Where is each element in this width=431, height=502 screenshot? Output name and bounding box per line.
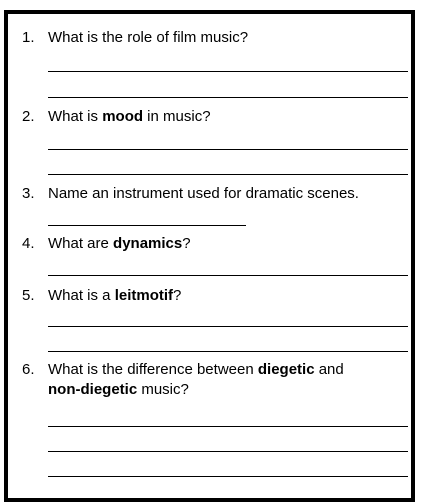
key-term: mood bbox=[102, 108, 144, 125]
answer-line bbox=[48, 174, 408, 175]
question-text: What is mood in music? bbox=[48, 108, 211, 125]
answer-line bbox=[48, 97, 408, 98]
answer-line bbox=[48, 476, 408, 477]
question-5 bbox=[22, 286, 182, 306]
question-number: 6. bbox=[22, 361, 35, 378]
answer-line bbox=[48, 225, 246, 226]
answer-line bbox=[48, 149, 408, 150]
question-number: 2. bbox=[22, 108, 35, 125]
key-term: diegetic bbox=[257, 361, 315, 378]
question-6 bbox=[22, 360, 344, 398]
question-3 bbox=[22, 184, 359, 204]
answer-line bbox=[48, 71, 408, 72]
answer-line bbox=[48, 426, 408, 427]
question-text: Name an instrument used for dramatic scenes. bbox=[48, 185, 359, 202]
question-4 bbox=[22, 234, 191, 254]
question-2 bbox=[22, 107, 211, 127]
key-term: leitmotif bbox=[114, 287, 174, 304]
answer-line bbox=[48, 451, 408, 452]
key-term: non-diegetic bbox=[48, 381, 138, 398]
question-1 bbox=[22, 28, 249, 48]
question-number: 1. bbox=[22, 29, 35, 46]
question-text: What is a leitmotif? bbox=[48, 287, 182, 304]
question-text: What is the difference between diegetic and non-diegetic music? bbox=[48, 361, 344, 398]
question-number: 3. bbox=[22, 185, 35, 202]
question-text: What are dynamics? bbox=[48, 235, 191, 252]
question-text: What is the role of film music? bbox=[48, 29, 249, 46]
worksheet bbox=[4, 10, 415, 502]
key-term: dynamics bbox=[113, 235, 183, 252]
answer-line bbox=[48, 326, 408, 327]
question-number: 5. bbox=[22, 287, 35, 304]
question-number: 4. bbox=[22, 235, 35, 252]
answer-line bbox=[48, 351, 408, 352]
answer-line bbox=[48, 275, 408, 276]
